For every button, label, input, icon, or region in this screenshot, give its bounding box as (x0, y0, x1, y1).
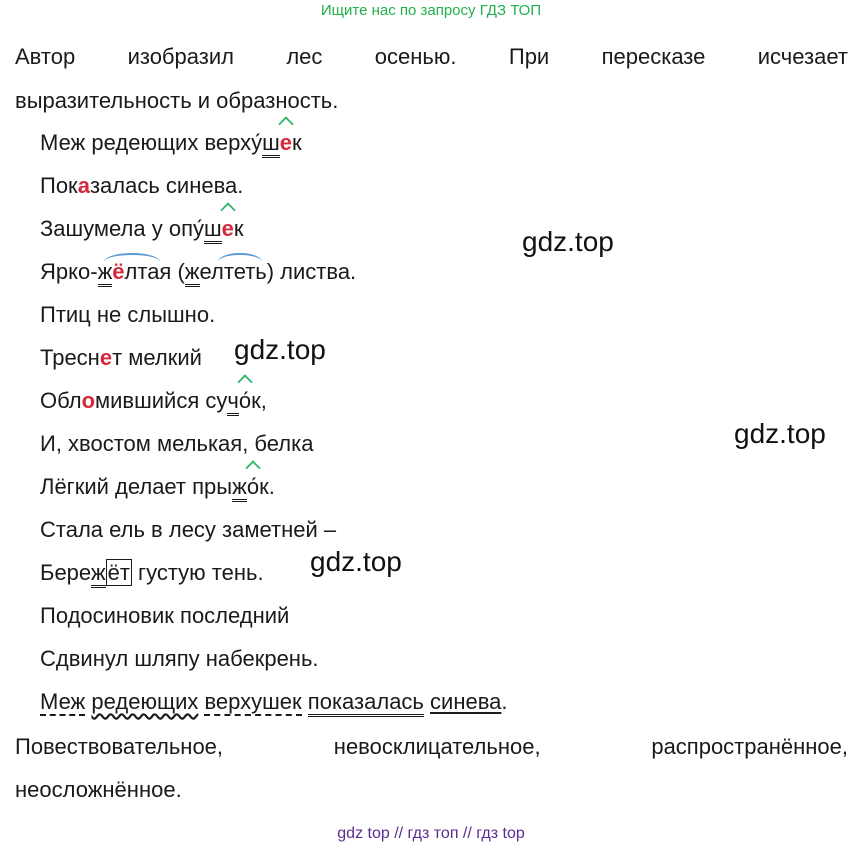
intro-word: осенью. (374, 44, 457, 69)
adverbial-word: Меж (40, 689, 86, 714)
summary-word: невосклицательное, (333, 734, 541, 759)
intro-word: лес (286, 44, 323, 69)
text: е (199, 259, 212, 284)
text: Тресн (40, 345, 100, 370)
root-letter: ш (204, 216, 222, 244)
text: к (292, 130, 302, 155)
period: . (501, 689, 508, 714)
poem-line-3 (40, 215, 244, 243)
root-letter: ж (185, 259, 200, 287)
adverbial-word: верхушек (204, 689, 302, 714)
intro-word: исчезает (757, 44, 848, 69)
text: мившийся су (95, 388, 228, 413)
suffix-vowel: е (279, 130, 293, 155)
summary-line (15, 733, 848, 761)
summary-line-end: неосложнённое. (15, 777, 182, 802)
summary-word: распространённое, (651, 734, 848, 759)
text: Лёгкий делает пры (40, 474, 233, 499)
text: Пок (40, 173, 78, 198)
vowel: о (81, 388, 96, 413)
predicate-word: показалась (308, 689, 424, 717)
attribute-word: редеющих (91, 689, 199, 714)
watermark: gdz.top (310, 546, 402, 577)
vowel: а (77, 173, 90, 198)
root-letter: ж (232, 474, 247, 502)
ending-box: ёт (107, 560, 130, 585)
intro-word: Автор (15, 44, 76, 69)
poem-line-2 (40, 172, 243, 200)
text: т мелкий (112, 345, 202, 370)
header-banner: Ищите нас по запросу ГДЗ ТОП (320, 2, 542, 19)
watermark: gdz.top (522, 226, 614, 257)
root-letter: ш (262, 130, 280, 158)
intro-word: изобразил (127, 44, 234, 69)
poem-line-12: Подосиновик последний (40, 603, 290, 628)
suffix-vowel: о́ (246, 474, 260, 499)
watermark: gdz.top (234, 334, 326, 365)
suffix-vowel: о́ (238, 388, 252, 413)
text: лтая ( (124, 259, 185, 284)
poem-line-9 (40, 473, 275, 501)
text: Зашумела у опу́ (40, 216, 205, 241)
poem-line-10: Стала ель в лесу заметней – (40, 517, 337, 542)
root-letter: ж (91, 560, 106, 588)
summary-word: Повествовательное, (15, 734, 224, 759)
text: Бере (40, 560, 91, 585)
intro-word: пересказе (601, 44, 706, 69)
watermark: gdz.top (734, 418, 826, 449)
poem-line-5: Птиц не слышно. (40, 302, 216, 327)
vowel: е (99, 345, 113, 370)
text: Меж редеющих верху́ (40, 130, 263, 155)
text: густую тень. (131, 560, 264, 585)
footer-banner: gdz top // гдз топ // гдз top (337, 825, 525, 842)
intro-word: При (508, 44, 550, 69)
root-letter: ж (98, 259, 113, 287)
text: к (233, 216, 244, 241)
poem-line-1 (40, 129, 302, 157)
text: лтеть) листва. (211, 259, 357, 284)
text: к, (251, 388, 267, 413)
intro-line-end: выразительность и образность. (15, 88, 339, 113)
text: к. (259, 474, 275, 499)
vowel: ё (112, 259, 125, 284)
poem-line-4 (40, 258, 356, 286)
root-letter: ч (227, 388, 238, 416)
analysis-line (40, 688, 508, 716)
text: залась синева. (89, 173, 244, 198)
suffix-vowel: е (221, 216, 234, 241)
intro-line (15, 43, 848, 71)
text: Ярко- (40, 259, 98, 284)
poem-line-11 (40, 559, 264, 587)
poem-line-13: Сдвинул шляпу набекрень. (40, 646, 319, 671)
poem-line-7 (40, 387, 267, 415)
poem-line-8: И, хвостом мелькая, белка (40, 431, 314, 456)
text: Обл (40, 388, 82, 413)
poem-line-6 (40, 344, 202, 372)
subject-word: синева (430, 689, 502, 714)
